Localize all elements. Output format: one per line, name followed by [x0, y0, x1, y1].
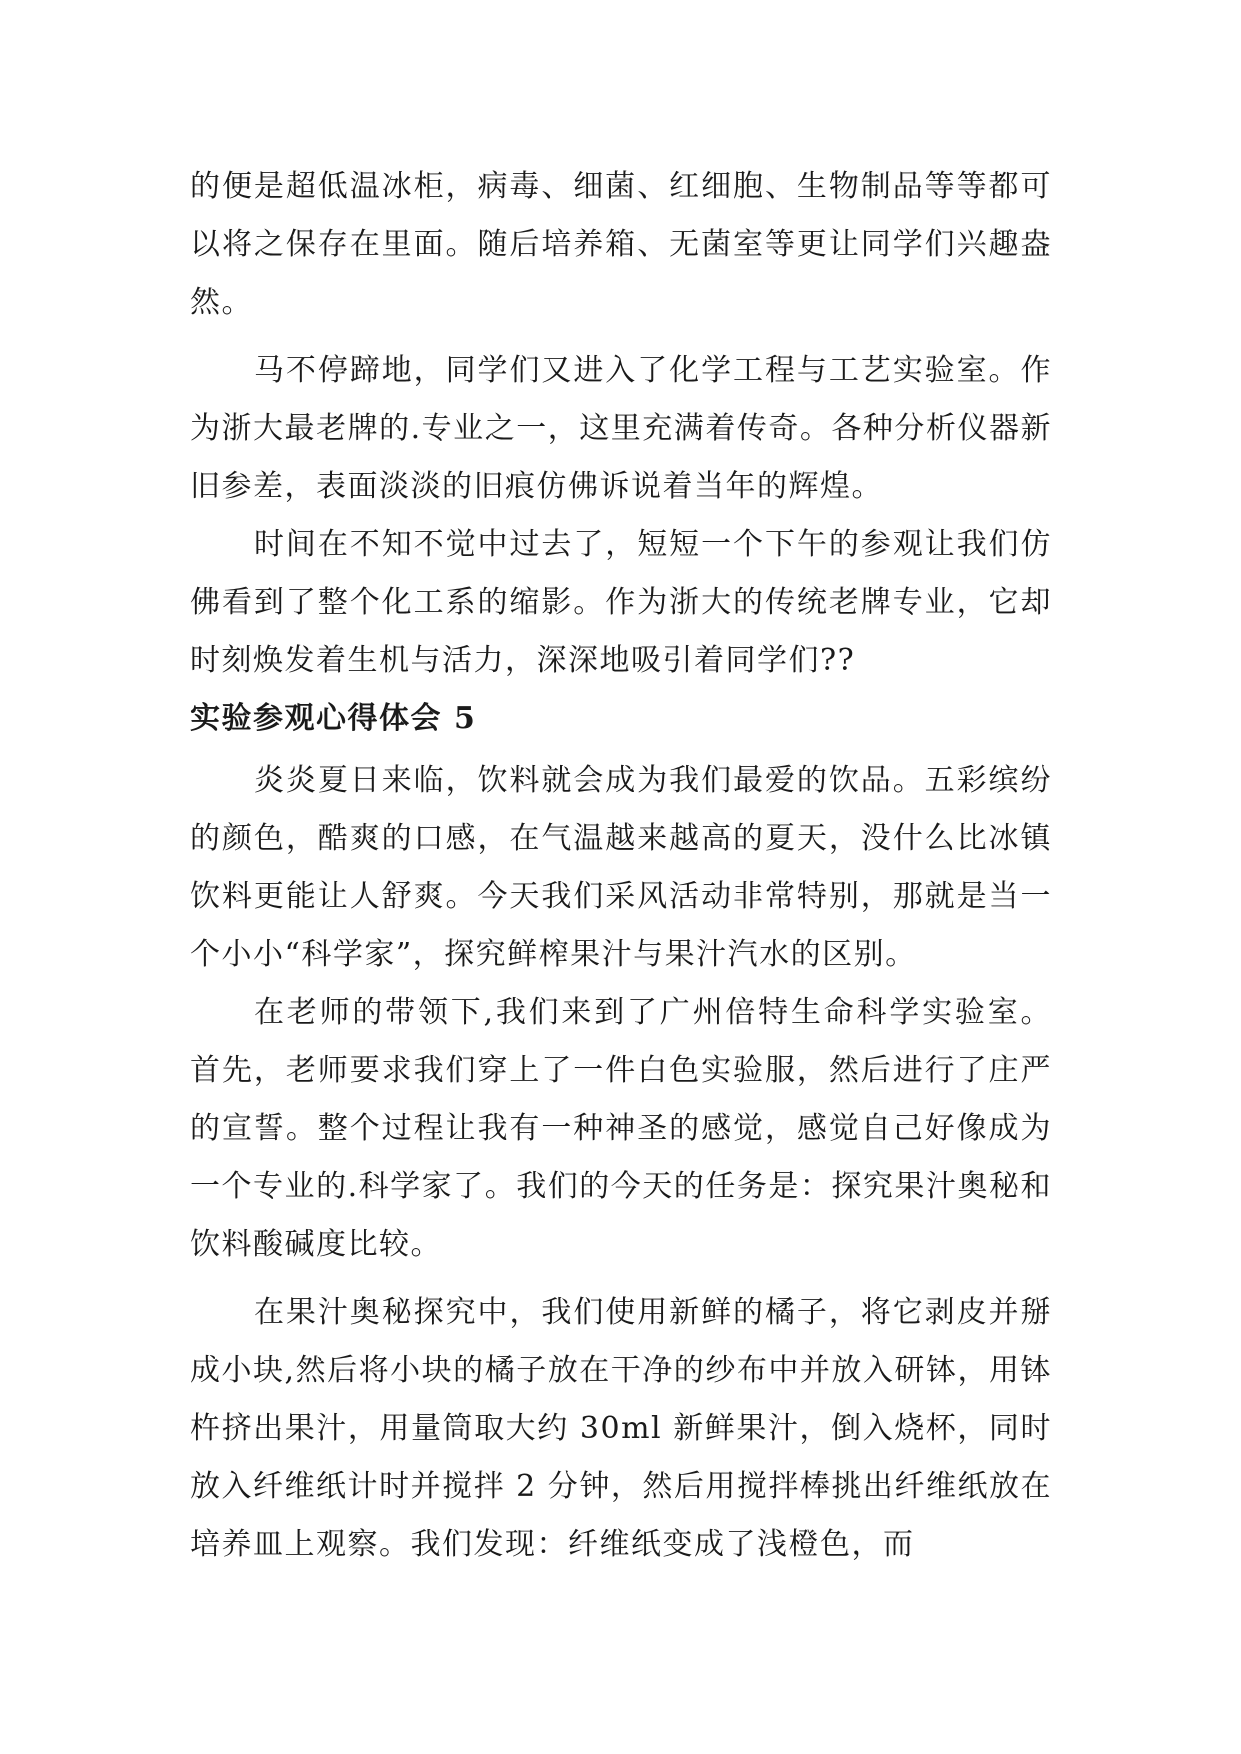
- document-body: [190, 158, 1052, 1574]
- paragraph-lab-visit: 在老师的带领下,我们来到了广州倍特生命科学实验室。首先，老师要求我们穿上了一件白色实验服，然后进行了庄严的宣誓。整个过程让我有一种神圣的感觉，感觉自己好像成为一个专业的.科学家了。我们的今天的任务是：探究果汁奥秘和饮料酸碱度比较。: [190, 995, 1052, 1262]
- paragraph-juice-experiment: 在果汁奥秘探究中，我们使用新鲜的橘子，将它剥皮并掰成小块,然后将小块的橘子放在干净的纱布中并放入研钵，用钵杵挤出果汁，用量筒取大约 30ml 新鲜果汁，倒入烧杯，同时放入纤维纸计时并搅拌 2 分钟，然后用搅拌棒挑出纤维纸放在培养皿上观察。我们发现：纤维纸变成了浅橙色，而: [190, 1295, 1052, 1562]
- paragraph-summer-drinks: 炎炎夏日来临，饮料就会成为我们最爱的饮品。五彩缤纷的颜色，酷爽的口感，在气温越来越高的夏天，没什么比冰镇饮料更能让人舒爽。今天我们采风活动非常特别，那就是当一个小小“科学家”，探究鲜榨果汁与果汁汽水的区别。: [190, 763, 1052, 972]
- paragraph-chemical-lab: 马不停蹄地，同学们又进入了化学工程与工艺实验室。作为浙大最老牌的.专业之一，这里充满着传奇。各种分析仪器新旧参差，表面淡淡的旧痕仿佛诉说着当年的辉煌。: [190, 353, 1052, 504]
- section-title: 实验参观心得体会 5: [190, 701, 477, 736]
- paragraph-conclusion: 时间在不知不觉中过去了，短短一个下午的参观让我们仿佛看到了整个化工系的缩影。作为浙大的传统老牌专业，它却时刻焕发着生机与活力，深深地吸引着同学们??: [190, 527, 1052, 678]
- paragraph-continuation: 的便是超低温冰柜，病毒、细菌、红细胞、生物制品等等都可以将之保存在里面。随后培养箱、无菌室等更让同学们兴趣盎然。: [190, 169, 1052, 320]
